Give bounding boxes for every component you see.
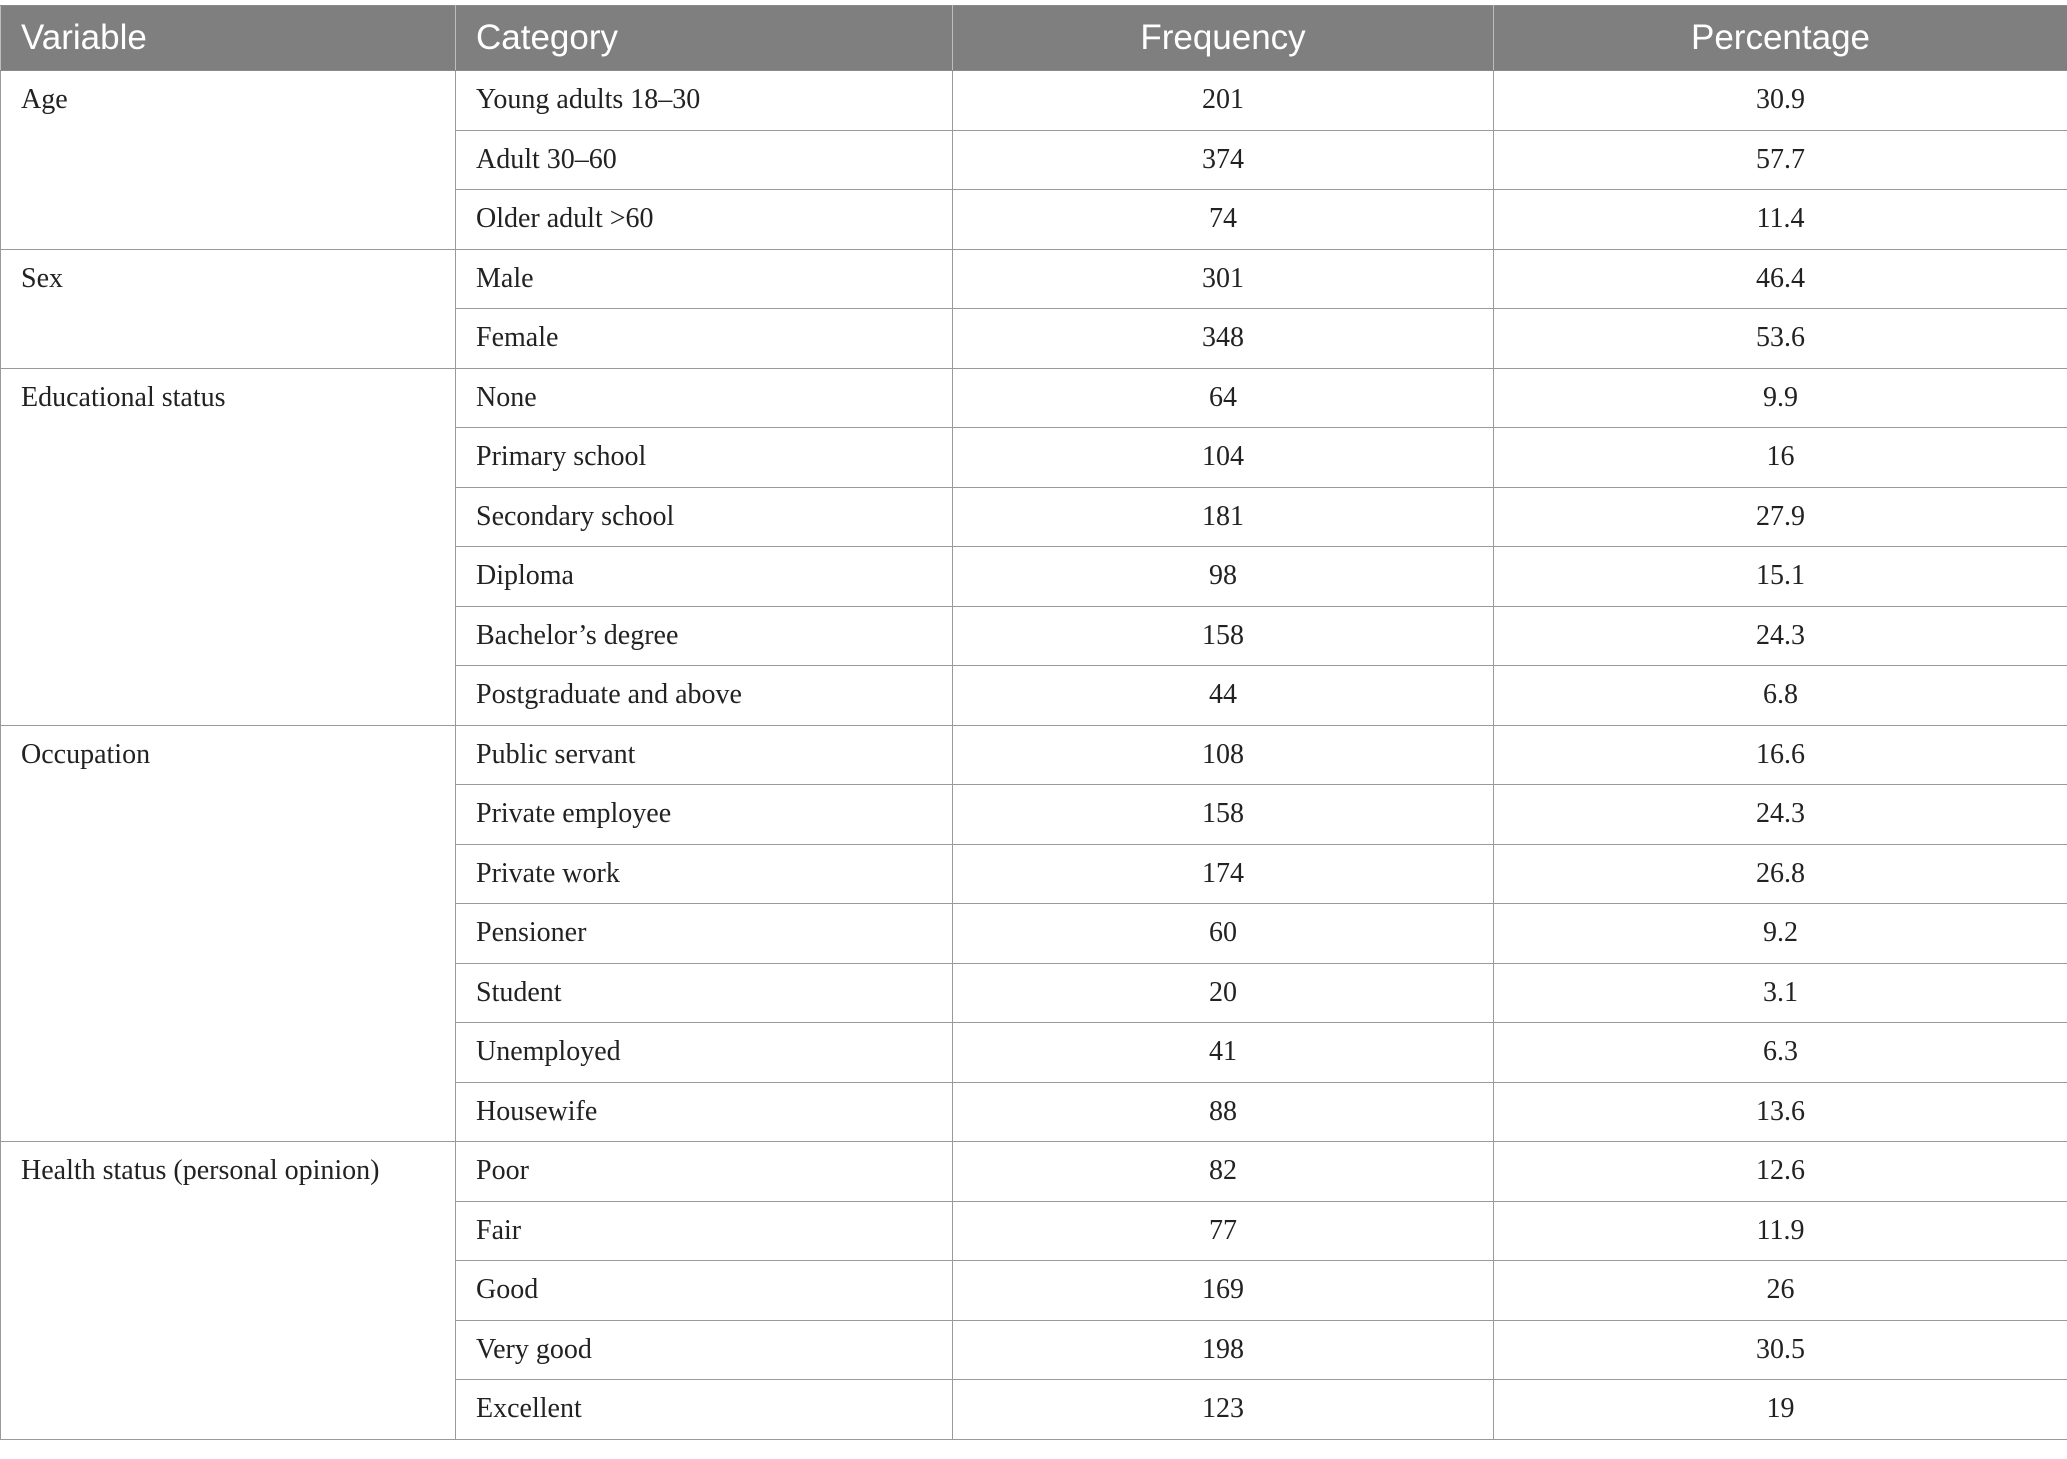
category-cell: Pensioner [456,904,953,964]
header-frequency: Frequency [953,6,1494,71]
frequency-cell: 348 [953,309,1494,369]
variable-cell: Occupation [1,725,456,1142]
header-row [1,6,2067,71]
frequency-cell: 64 [953,368,1494,428]
category-cell: Private work [456,844,953,904]
percentage-cell: 11.9 [1494,1201,2067,1261]
variable-cell: Educational status [1,368,456,725]
category-cell: Male [456,249,953,309]
table-row [1,249,2067,309]
frequency-cell: 41 [953,1023,1494,1083]
percentage-cell: 57.7 [1494,130,2067,190]
demographics-table-container [0,5,2067,1440]
frequency-cell: 108 [953,725,1494,785]
percentage-cell: 13.6 [1494,1082,2067,1142]
percentage-cell: 46.4 [1494,249,2067,309]
percentage-cell: 11.4 [1494,190,2067,250]
category-cell: Good [456,1261,953,1321]
category-cell: Student [456,963,953,1023]
frequency-cell: 174 [953,844,1494,904]
table-body [1,71,2067,1440]
table-row [1,368,2067,428]
frequency-cell: 74 [953,190,1494,250]
frequency-cell: 169 [953,1261,1494,1321]
category-cell: Older adult >60 [456,190,953,250]
variable-cell: Health status (personal opinion) [1,1142,456,1440]
category-cell: Postgraduate and above [456,666,953,726]
variable-cell: Sex [1,249,456,368]
table-row [1,725,2067,785]
category-cell: None [456,368,953,428]
table-row [1,1142,2067,1202]
percentage-cell: 12.6 [1494,1142,2067,1202]
category-cell: Secondary school [456,487,953,547]
frequency-cell: 201 [953,71,1494,131]
percentage-cell: 24.3 [1494,606,2067,666]
percentage-cell: 53.6 [1494,309,2067,369]
frequency-cell: 181 [953,487,1494,547]
frequency-cell: 82 [953,1142,1494,1202]
category-cell: Poor [456,1142,953,1202]
category-cell: Adult 30–60 [456,130,953,190]
category-cell: Very good [456,1320,953,1380]
percentage-cell: 9.9 [1494,368,2067,428]
header-percentage: Percentage [1494,6,2067,71]
frequency-cell: 77 [953,1201,1494,1261]
frequency-cell: 20 [953,963,1494,1023]
percentage-cell: 6.3 [1494,1023,2067,1083]
variable-cell: Age [1,71,456,250]
category-cell: Bachelor’s degree [456,606,953,666]
table-header [1,6,2067,71]
percentage-cell: 9.2 [1494,904,2067,964]
category-cell: Diploma [456,547,953,607]
percentage-cell: 16 [1494,428,2067,488]
percentage-cell: 27.9 [1494,487,2067,547]
percentage-cell: 26.8 [1494,844,2067,904]
category-cell: Housewife [456,1082,953,1142]
category-cell: Excellent [456,1380,953,1440]
frequency-cell: 98 [953,547,1494,607]
frequency-cell: 88 [953,1082,1494,1142]
category-cell: Private employee [456,785,953,845]
frequency-cell: 123 [953,1380,1494,1440]
frequency-cell: 158 [953,606,1494,666]
percentage-cell: 26 [1494,1261,2067,1321]
category-cell: Unemployed [456,1023,953,1083]
frequency-cell: 104 [953,428,1494,488]
demographics-table [0,5,2067,1440]
percentage-cell: 3.1 [1494,963,2067,1023]
header-variable: Variable [1,6,456,71]
frequency-cell: 44 [953,666,1494,726]
percentage-cell: 6.8 [1494,666,2067,726]
percentage-cell: 19 [1494,1380,2067,1440]
table-row [1,71,2067,131]
percentage-cell: 30.5 [1494,1320,2067,1380]
category-cell: Fair [456,1201,953,1261]
category-cell: Young adults 18–30 [456,71,953,131]
percentage-cell: 15.1 [1494,547,2067,607]
frequency-cell: 374 [953,130,1494,190]
header-category: Category [456,6,953,71]
percentage-cell: 30.9 [1494,71,2067,131]
frequency-cell: 301 [953,249,1494,309]
percentage-cell: 16.6 [1494,725,2067,785]
percentage-cell: 24.3 [1494,785,2067,845]
frequency-cell: 60 [953,904,1494,964]
frequency-cell: 198 [953,1320,1494,1380]
category-cell: Female [456,309,953,369]
category-cell: Public servant [456,725,953,785]
frequency-cell: 158 [953,785,1494,845]
category-cell: Primary school [456,428,953,488]
